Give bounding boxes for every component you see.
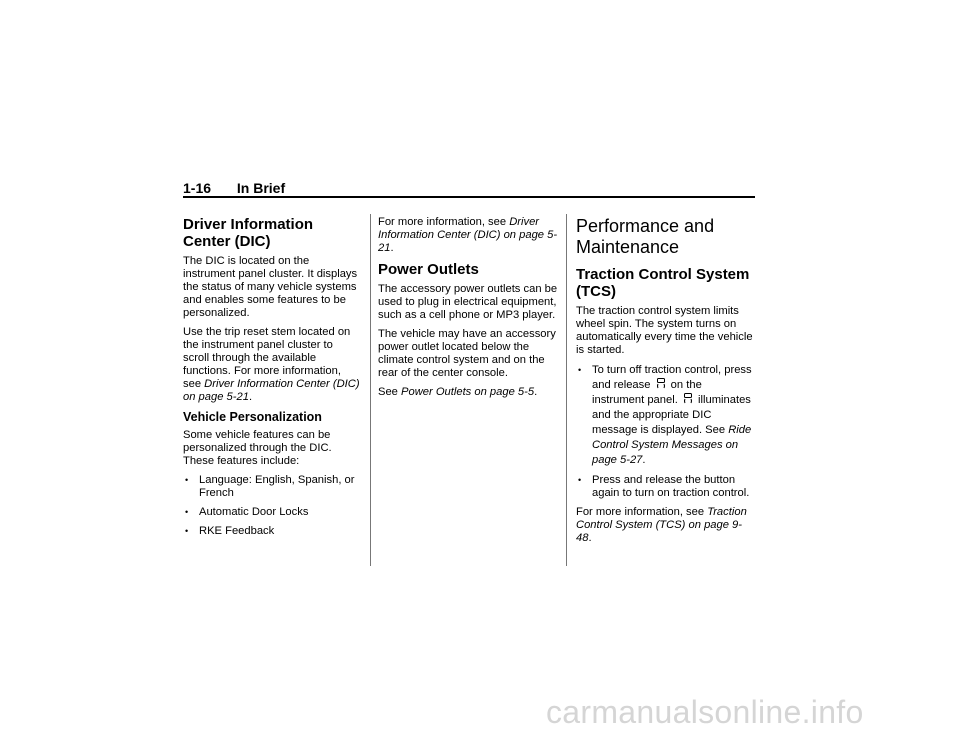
column-1 bbox=[183, 216, 361, 544]
accessory-outlet-paragraph: The vehicle may have an accessory power outlet located below the climate control system and on the rear of the center console. bbox=[378, 328, 556, 379]
list-item: • RKE Feedback bbox=[183, 525, 361, 538]
heading-vehicle-personalization: Vehicle Personalization bbox=[183, 410, 322, 424]
tcs-reference-link[interactable]: Traction Control System (TCS) on page 9-48 bbox=[576, 506, 747, 544]
dic-reference-link[interactable]: Driver Information Center (DIC) on page 5-21 bbox=[183, 378, 360, 403]
list-item: • Language: English, Spanish, or French bbox=[183, 474, 361, 500]
power-outlets-reference-link[interactable]: Power Outlets on page 5-5 bbox=[401, 386, 535, 398]
ride-control-reference-link[interactable]: Ride Control System Messages on page 5-27 bbox=[592, 424, 752, 466]
column-2 bbox=[378, 216, 558, 405]
heading-dic: Driver Information Center (DIC) bbox=[183, 216, 314, 250]
tcs-paragraph: The traction control system limits wheel spin. The system turns on automatically every time the vehicle is started. bbox=[576, 305, 753, 356]
page-header bbox=[183, 180, 285, 196]
heading-performance-maintenance: Performance and Maintenance bbox=[576, 216, 715, 257]
features-list bbox=[183, 474, 361, 538]
header-rule bbox=[183, 196, 755, 198]
column-3 bbox=[576, 216, 756, 551]
dic-reference-link[interactable]: Driver Information Center (DIC) on page 5-21 bbox=[378, 216, 558, 254]
page-number: 1-16 bbox=[183, 180, 212, 196]
tcs-steps-list bbox=[576, 363, 756, 500]
heading-power-outlets: Power Outlets bbox=[378, 261, 479, 278]
traction-control-icon bbox=[683, 393, 693, 404]
column-divider-2 bbox=[566, 214, 567, 566]
power-outlets-paragraph: The accessory power outlets can be used to plug in electrical equipment, such as a cell phone or MP3 player. bbox=[378, 283, 558, 321]
tcs-more-info: For more information, see Traction Control System (TCS) on page 9-48. bbox=[576, 506, 747, 544]
dic-paragraph: The DIC is located on the instrument panel cluster. It displays the status of many vehicle systems and enables some features to be personalized. bbox=[183, 255, 358, 319]
heading-tcs: Traction Control System (TCS) bbox=[576, 266, 750, 300]
watermark: carmanualsonline.info bbox=[546, 694, 864, 730]
power-outlets-see: See Power Outlets on page 5-5. bbox=[378, 386, 538, 398]
dic-more-info: For more information, see Driver Information Center (DIC) on page 5-21. bbox=[378, 216, 558, 254]
section-title: In Brief bbox=[236, 180, 286, 196]
list-item: • To turn off traction control, press and release on the instrument panel. illuminates and the appropriate DIC message is displayed. See Ride Control System Messages on page 5-27. bbox=[576, 363, 756, 468]
traction-control-icon bbox=[656, 378, 666, 389]
column-divider-1 bbox=[370, 214, 371, 566]
trip-reset-paragraph: Use the trip reset stem located on the instrument panel cluster to scroll through the available functions. For more information, see Driver Information Center (DIC) on page 5-21. bbox=[183, 326, 360, 403]
list-item: • Automatic Door Locks bbox=[183, 506, 361, 519]
personalization-paragraph: Some vehicle features can be personalized through the DIC. These features include: bbox=[183, 429, 332, 467]
list-item: • Press and release the button again to turn on traction control. bbox=[576, 474, 756, 500]
